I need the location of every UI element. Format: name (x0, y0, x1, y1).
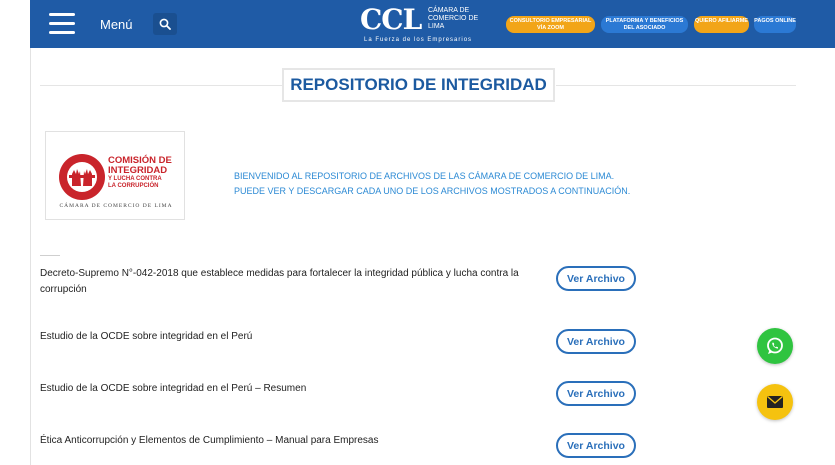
search-button[interactable] (153, 13, 177, 35)
page-title: REPOSITORIO DE INTEGRIDAD (290, 75, 547, 94)
consultorio-zoom-button[interactable] (506, 16, 595, 33)
document-title: Decreto-Supremo N°-042-2018 que establece medidas para fortalecer la integridad pública y lucha contra la corrupción (40, 268, 519, 295)
ver-archivo-button[interactable]: Ver Archivo (556, 329, 636, 354)
logo-line-4: LA CORRUPCIÓN (108, 183, 159, 189)
pill-label: PLATAFORMA Y BENEFICIOS DEL ASOCIADO (605, 18, 684, 31)
whatsapp-icon (765, 336, 785, 356)
pill-label: PAGOS ONLINE (754, 18, 796, 24)
mail-button[interactable] (757, 384, 793, 420)
logo-line-1: COMISIÓN DE (108, 155, 172, 166)
comision-text (108, 156, 172, 190)
pill-label: QUIERO AFILIARME (695, 18, 748, 24)
ver-archivo-button[interactable]: Ver Archivo (556, 381, 636, 406)
welcome-line-2: PUEDE VER Y DESCARGAR CADA UNO DE LOS ARCHIVOS MOSTRADOS A CONTINUACIÓN. (234, 186, 631, 196)
logo-mark: CCL (360, 3, 422, 36)
whatsapp-button[interactable] (757, 328, 793, 364)
pill-label: CONSULTORIO EMPRESARIAL VÍA ZOOM (509, 18, 592, 31)
logo-name: CÁMARA DE COMERCIO DE LIMA (428, 7, 479, 30)
logo-tagline: La Fuerza de los Empresarios (364, 37, 473, 43)
hamburger-menu-icon[interactable] (49, 13, 75, 35)
logo-footer: CÁMARA DE COMERCIO DE LIMA (59, 203, 173, 209)
ccl-logo[interactable] (360, 4, 510, 44)
logo-line-3: Y LUCHA CONTRA (108, 176, 162, 182)
document-title: Estudio de la OCDE sobre integridad en el Perú – Resumen (40, 383, 307, 394)
logo-line-2: INTEGRIDAD (108, 165, 168, 176)
envelope-icon (766, 395, 784, 409)
document-title: Estudio de la OCDE sobre integridad en el Perú (40, 331, 253, 342)
comision-integridad-logo (45, 131, 185, 220)
hands-seal-icon (59, 154, 105, 200)
title-divider-left (40, 85, 282, 86)
section-divider (40, 255, 60, 256)
top-navigation-bar (30, 0, 835, 48)
pagos-online-button[interactable] (754, 16, 796, 33)
ver-archivo-button[interactable]: Ver Archivo (556, 433, 636, 458)
menu-label[interactable]: Menú (100, 17, 133, 32)
document-title: Ética Anticorrupción y Elementos de Cumplimiento – Manual para Empresas (40, 435, 379, 446)
page-title-box (282, 68, 555, 102)
welcome-message (234, 169, 630, 199)
welcome-line-1: BIENVENIDO AL REPOSITORIO DE ARCHIVOS DE LAS CÁMARA DE COMERCIO DE LIMA. (234, 171, 615, 181)
title-divider-right (556, 85, 796, 86)
quiero-afiliarme-button[interactable] (694, 16, 749, 33)
plataforma-beneficios-button[interactable] (601, 16, 688, 33)
search-icon (159, 18, 171, 30)
ver-archivo-button[interactable]: Ver Archivo (556, 266, 636, 291)
